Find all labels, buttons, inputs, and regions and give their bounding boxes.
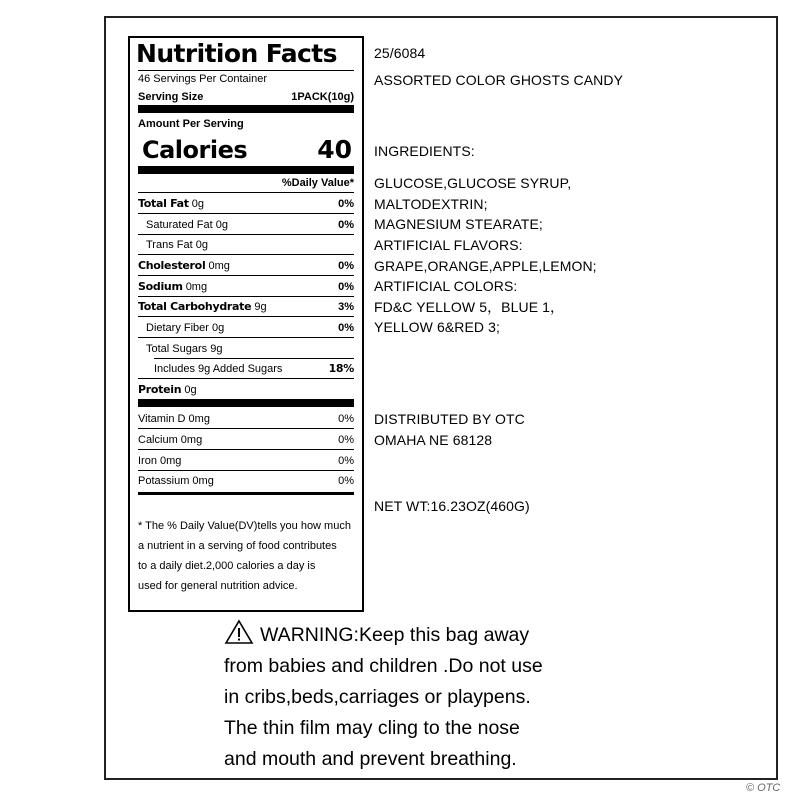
ingredient-line: GRAPE,ORANGE,APPLE,LEMON; — [374, 258, 597, 274]
nutrient-row-dietary-fiber: Dietary Fiber 0g 0% — [146, 322, 354, 334]
ingredient-line: FD&C YELLOW 5，BLUE 1， — [374, 299, 565, 315]
nutrient-row-protein: Protein 0g — [138, 383, 197, 396]
nutrient-row-total-sugars: Total Sugars 9g — [146, 343, 223, 355]
calories-label: Calories — [142, 136, 248, 164]
serving-size-label: Serving Size — [138, 91, 204, 103]
nutrition-facts-panel: Nutrition Facts 46 Servings Per Container Serving Size 1PACK(10g) Amount Per Serving Calories 40 %Daily Value* Total Fat 0g 0% Saturated Fat 0g 0% Trans Fat 0g Cholesterol 0mg 0% Sodium 0mg 0% Total Carbohydrate 9g 3% Dietary Fiber 0g 0% Total Sugars 9g Includes 9g Added Sugars 18% Protein 0g Vitamin D 0mg 0% Calcium 0mg 0% Iron 0mg 0% Potassium 0mg 0% * The % Daily Value(DV)tells you how much a nutrient in a serving of food contributes to a daily diet.2,000 calories a day is used for general nutrition advice. — [128, 36, 364, 612]
warning-lead: WARNING: — [260, 624, 359, 646]
nutrient-row-sodium: Sodium 0mg 0% — [138, 280, 354, 293]
daily-value-footnote: * The % Daily Value(DV)tells you how much a nutrient in a serving of food contributes to a daily diet.2,000 calories a day is used for general nutrition advice. — [138, 520, 351, 592]
vitamin-row-iron: Iron 0mg 0% — [138, 455, 354, 467]
servings-per-container: 46 Servings Per Container — [138, 73, 268, 85]
warning-block — [224, 619, 543, 775]
amount-per-serving: Amount Per Serving — [138, 118, 244, 130]
warning-line: from babies and children .Do not use — [224, 655, 543, 677]
nutrient-row-total-fat: Total Fat 0g 0% — [138, 197, 354, 210]
nutrient-row-trans-fat: Trans Fat 0g — [146, 239, 208, 251]
product-code: 25/6084 — [374, 45, 426, 61]
warning-line: and mouth and prevent breathing. — [224, 748, 517, 770]
warning-line: in cribs,beds,carriages or playpens. — [224, 686, 531, 708]
vitamin-row-vitamin-d: Vitamin D 0mg 0% — [138, 413, 354, 425]
distributor-line: DISTRIBUTED BY OTC — [374, 411, 525, 427]
ingredient-line: MAGNESIUM STEARATE; — [374, 216, 543, 232]
warning-triangle-icon — [224, 619, 254, 645]
ingredient-line: YELLOW 6&RED 3; — [374, 319, 500, 335]
warning-line: WARNING:Keep this bag away — [224, 619, 543, 651]
watermark: © OTC — [746, 782, 781, 794]
calories-value: 40 — [317, 135, 352, 164]
product-name: ASSORTED COLOR GHOSTS CANDY — [374, 72, 624, 88]
ingredients-label: INGREDIENTS: — [374, 143, 475, 159]
ingredient-line: MALTODEXTRIN; — [374, 196, 488, 212]
ingredient-line: ARTIFICIAL COLORS: — [374, 278, 518, 294]
net-weight: NET WT:16.23OZ(460G) — [374, 498, 530, 514]
nutrient-row-added-sugars: Includes 9g Added Sugars 18% — [154, 362, 354, 375]
distributor-address: OMAHA NE 68128 — [374, 432, 493, 448]
vitamin-row-potassium: Potassium 0mg 0% — [138, 475, 354, 487]
nutrient-row-cholesterol: Cholesterol 0mg 0% — [138, 259, 354, 272]
vitamin-row-calcium: Calcium 0mg 0% — [138, 434, 354, 446]
warning-line: The thin film may cling to the nose — [224, 717, 520, 739]
serving-size-value: 1PACK(10g) — [291, 91, 354, 103]
serving-size-row — [138, 90, 354, 104]
nutrient-row-saturated-fat: Saturated Fat 0g 0% — [146, 219, 354, 231]
nutrient-row-total-carbohydrate: Total Carbohydrate 9g 3% — [138, 300, 354, 313]
ingredient-line: ARTIFICIAL FLAVORS: — [374, 237, 523, 253]
ingredient-line: GLUCOSE,GLUCOSE SYRUP, — [374, 175, 572, 191]
nutrition-title: Nutrition Facts — [136, 39, 337, 68]
